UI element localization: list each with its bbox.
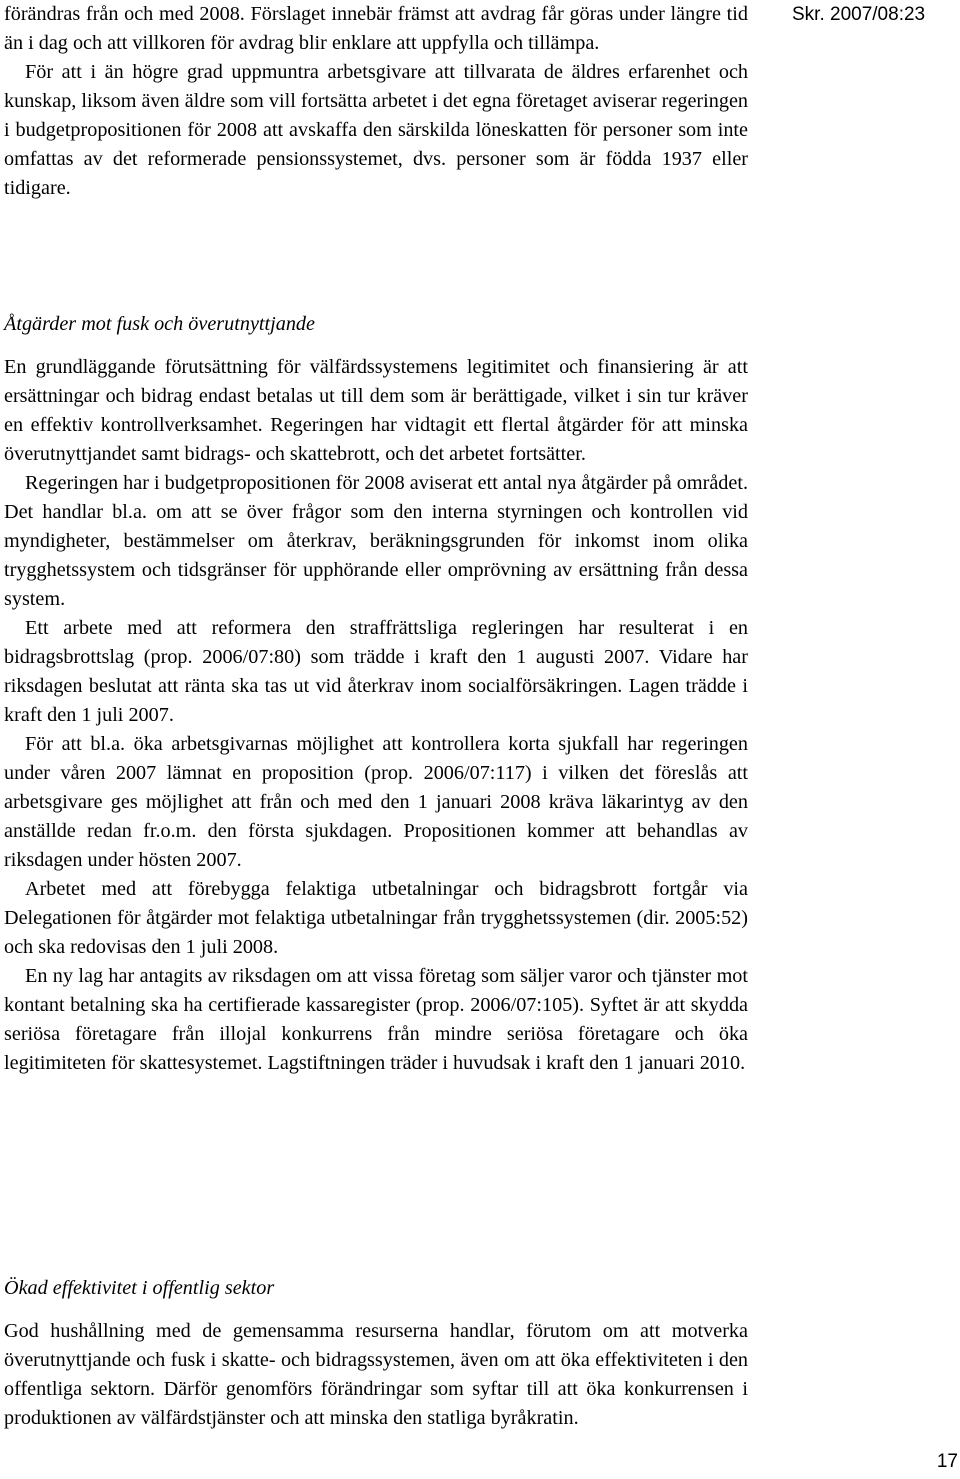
page-number: 17 — [936, 1451, 958, 1472]
section-heading: Åtgärder mot fusk och överutnyttjande — [4, 313, 315, 335]
paragraph: Ett arbete med att reformera den straffrättsliga regleringen har resulterat i en bidragsbrottslag (prop. 2006/07:80) som trädde i kraft den 1 augusti 2007. Vidare har riksdagen beslutat att ränta ska tas ut vid återkrav inom socialförsäkringen. Lagen trädde i kraft den 1 juli 2007. — [4, 617, 748, 726]
paragraph: För att i än högre grad uppmuntra arbetsgivare att tillvarata de äldres erfarenhet och kunskap, liksom även äldre som vill fortsätta arbetet i det egna företaget aviserar regeringen i budgetpropositionen för 2008 att avskaffa den särskilda löneskatten för personer som inte omfattas av det reformerade pensionssystemet, dvs. personer som är födda 1937 eller tidigare. — [4, 61, 748, 199]
section-fraud — [4, 310, 748, 1078]
section-efficiency — [4, 1274, 748, 1433]
document-reference: Skr. 2007/08:23 — [792, 4, 926, 25]
paragraph: God hushållning med de gemensamma resurserna handlar, förutom om att motverka överutnyttjande och fusk i skatte- och bidragssystemen, även om att öka effektiviteten i den offentliga sektorn. Därför genomförs förändringar som syftar till att öka konkurrensen i produktionen av välfärdstjänster och att minska den statliga byråkratin. — [4, 1320, 748, 1429]
paragraph: För att bl.a. öka arbetsgivarnas möjlighet att kontrollera korta sjukfall har regeringen under våren 2007 lämnat en proposition (prop. 2006/07:117) i vilken det föreslås att arbetsgivare ges möjlighet att från och med den 1 januari 2008 kräva läkarintyg av den anställde redan fr.o.m. den första sjukdagen. Propositionen kommer att behandlas av riksdagen under hösten 2007. — [4, 733, 748, 871]
paragraph: Arbetet med att förebygga felaktiga utbetalningar och bidragsbrott fortgår via Delegationen för åtgärder mot felaktiga utbetalningar från trygghetssystemen (dir. 2005:52) och ska redovisas den 1 juli 2008. — [4, 878, 748, 958]
paragraph: En grundläggande förutsättning för välfärdssystemens legitimitet och finansiering är att ersättningar och bidrag endast betalas ut till dem som är berättigade, vilket i sin tur kräver en effektiv kontrollverksamhet. Regeringen har vidtagit ett flertal åtgärder för att minska överutnyttjandet samt bidrags- och skattebrott, och det arbetet fortsätter. — [4, 356, 748, 465]
section-heading: Ökad effektivitet i offentlig sektor — [4, 1277, 275, 1299]
paragraph: En ny lag har antagits av riksdagen om att vissa företag som säljer varor och tjänster mot kontant betalning ska ha certifierade kassaregister (prop. 2006/07:105). Syftet är att skydda seriösa företagare från illojal konkurrens från mindre seriösa företagare och öka legitimiteten för skattesystemet. Lagstiftningen träder i huvudsak i kraft den 1 januari 2010. — [4, 965, 748, 1074]
paragraph: förändras från och med 2008. Förslaget innebär främst att avdrag får göras under längre tid än i dag och att villkoren för avdrag blir enklare att uppfylla och tillämpa. — [4, 3, 748, 54]
paragraph: Regeringen har i budgetpropositionen för 2008 aviserat ett antal nya åtgärder på området. Det handlar bl.a. om att se över frågor som den interna styrningen och kontrollen vid myndigheter, bestämmelser om återkrav, beräkningsgrunden för inkomst inom olika trygghetssystem och tidsgränser för upphörande eller omprövning av ersättning från dessa system. — [4, 472, 748, 610]
section-pension-tax — [4, 0, 748, 203]
